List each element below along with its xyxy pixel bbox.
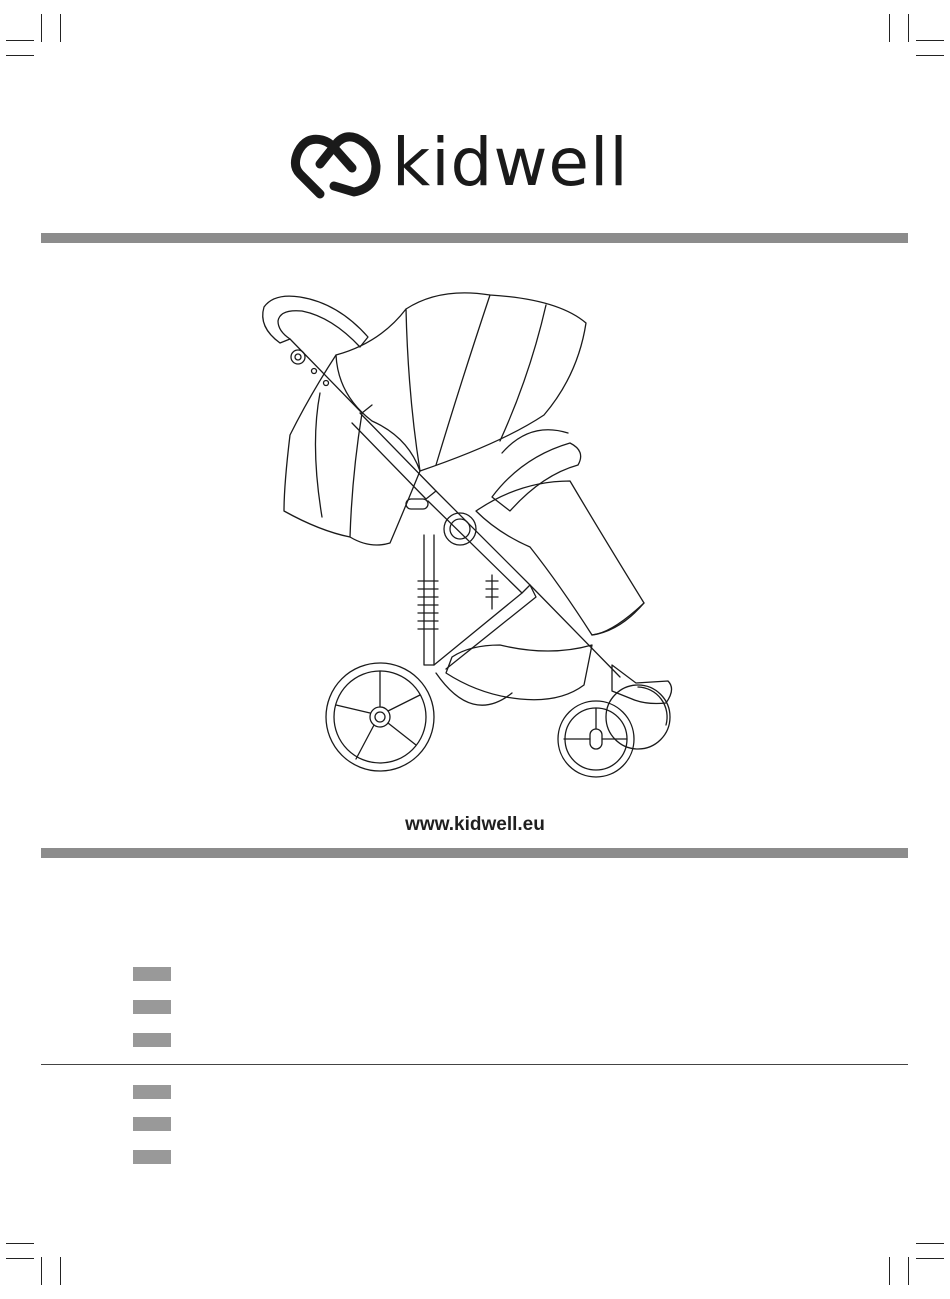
- crop-mark-bl-v: [41, 1257, 42, 1285]
- language-label-box: [133, 1117, 171, 1131]
- crop-mark-tl-h: [6, 55, 34, 56]
- crop-mark-bl-h2: [6, 1258, 34, 1259]
- stroller-icon: [240, 285, 690, 785]
- crop-mark-bl-h: [6, 1243, 34, 1244]
- heart-link-icon: [290, 128, 382, 200]
- language-label-box: [133, 1033, 171, 1047]
- language-divider: [41, 1064, 908, 1065]
- crop-mark-tr-v: [908, 14, 909, 42]
- language-label-box: [133, 1150, 171, 1164]
- crop-mark-br-v2: [889, 1257, 890, 1285]
- brand-name: kidwell: [392, 124, 629, 201]
- crop-mark-tr-h: [916, 55, 944, 56]
- crop-mark-bl-v2: [60, 1257, 61, 1285]
- language-label-box: [133, 967, 171, 981]
- separator-band: [41, 848, 908, 858]
- crop-mark-tr-h2: [916, 40, 944, 41]
- crop-mark-br-v: [908, 1257, 909, 1285]
- header-band: [41, 233, 908, 243]
- crop-mark-br-h: [916, 1243, 944, 1244]
- language-label-box: [133, 1085, 171, 1099]
- website-url[interactable]: www.kidwell.eu: [405, 814, 545, 835]
- crop-mark-br-h2: [916, 1258, 944, 1259]
- crop-mark-tr-v2: [889, 14, 890, 42]
- crop-mark-tl-v2: [60, 14, 61, 42]
- crop-mark-tl-v: [41, 14, 42, 42]
- language-label-box: [133, 1000, 171, 1014]
- crop-mark-tl-h2: [6, 40, 34, 41]
- brand-logo: [290, 122, 670, 204]
